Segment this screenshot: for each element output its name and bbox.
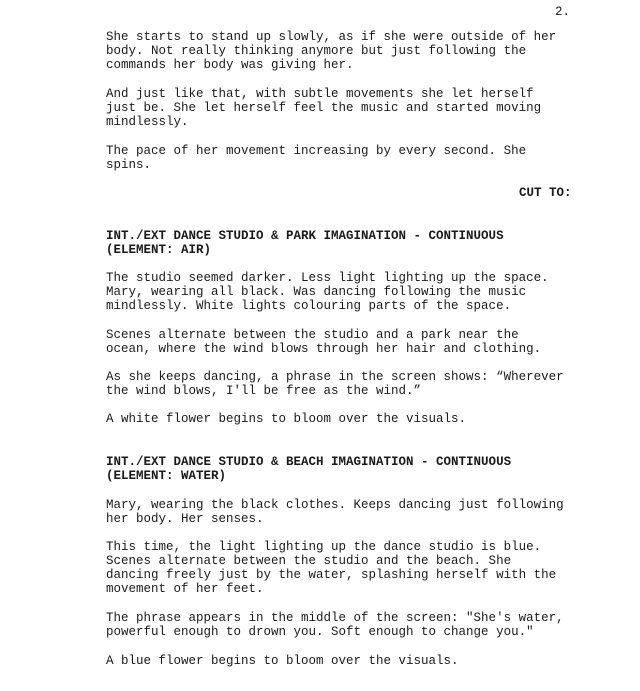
action-paragraph: This time, the light lighting up the dance studio is blue. Scenes alternate between the studio and the beach. She dancing freely just by the water, splashing herself with the movement of her feet. bbox=[106, 540, 557, 596]
action-paragraph: The phrase appears in the middle of the screen: "She's water, powerful enough to drown you. Soft enough to change you." bbox=[106, 611, 564, 639]
transition-cut-to: CUT TO: bbox=[519, 186, 572, 200]
action-paragraph: The pace of her movement increasing by every second. She spins. bbox=[106, 144, 527, 172]
action-paragraph: The studio seemed darker. Less light lighting up the space. Mary, wearing all black. Was dancing following the music mindlessly. White lights colouring parts of the space. bbox=[106, 271, 549, 313]
scene-heading: INT./EXT DANCE STUDIO & PARK IMAGINATION - CONTINUOUS (ELEMENT: AIR) bbox=[106, 229, 504, 257]
page-number: 2. bbox=[555, 5, 571, 19]
action-paragraph: And just like that, with subtle movements she let herself just be. She let herself feel the music and started moving mindlessly. bbox=[106, 87, 542, 129]
action-paragraph: Scenes alternate between the studio and a park near the ocean, where the wind blows through her hair and clothing. bbox=[106, 328, 542, 356]
action-paragraph: A blue flower begins to bloom over the visuals. bbox=[106, 654, 459, 668]
action-paragraph: She starts to stand up slowly, as if she were outside of her body. Not really thinking anymore but just following the commands her body was giving her. bbox=[106, 30, 557, 72]
action-paragraph: Mary, wearing the black clothes. Keeps dancing just following her body. Her senses. bbox=[106, 498, 564, 526]
action-paragraph: A white flower begins to bloom over the visuals. bbox=[106, 412, 467, 426]
scene-heading: INT./EXT DANCE STUDIO & BEACH IMAGINATION - CONTINUOUS (ELEMENT: WATER) bbox=[106, 455, 512, 483]
action-paragraph: As she keeps dancing, a phrase in the screen shows: “Wherever the wind blows, I'll be free as the wind.” bbox=[106, 370, 564, 398]
